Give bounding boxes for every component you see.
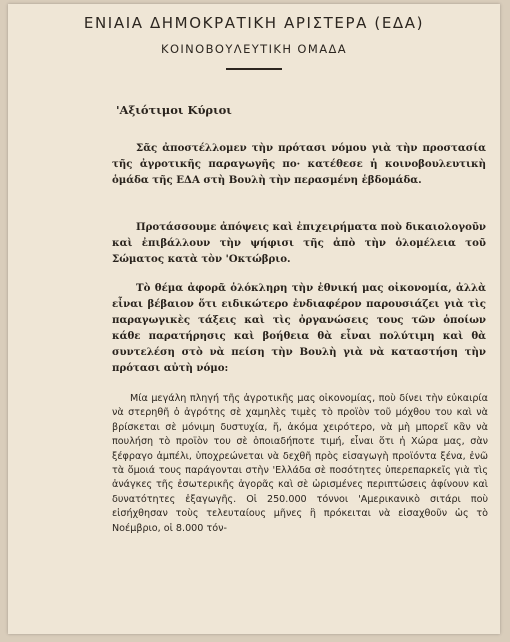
document-page (8, 4, 500, 634)
paragraph-body: Μία μεγάλη πληγή τῆς ἀγροτικῆς μας οἰκονομίας, ποὺ δίνει τὴν εὐκαιρία νὰ στερηθῆ ὁ ἀγρότης σὲ χαμηλὲς τιμὲς τὸ προϊὸν τοῦ μόχθου του καὶ νὰ βρίσκεται σὲ μόνιμη δυστυχία, ἤ, ἀκόμα χειρότερο, νὰ μὴ μπορεῖ κἂν νὰ πουλήση τὸ προϊὸν του σὲ ὁποιαδήποτε τιμή, εἶναι ὅτι ἡ Χώρα μας, σὰν ξέφραγο ἀμπέλι, ὑποχρεώνεται νὰ δεχθῆ πρὸς εἰσαγωγὴ προϊόντα ξένα, ἐνῶ τὰ ὅμοιά τους παράγονται στὴν 'Ελλάδα σὲ ποσότητες ὑπερεπαρκεῖς γιὰ τὶς ἀνάγκες τῆς ἐσωτερικῆς ἀγορᾶς καὶ σὲ ὡρισμένες περιπτώσεις ἀφίνουν καὶ δυνατότητες ἐξαγωγῆς. Οἱ 250.000 τόννοι 'Αμερικανικὸ σιτάρι ποὺ εἰσήχθησαν τοὺς τελευταίους μῆνες ἢ πρόκειται νὰ εἰσαχθοῦν ὡς τὸ Νοέμβριο, οἱ 8.000 τόν- (112, 393, 488, 534)
header-divider (226, 68, 282, 70)
parliamentary-group: ΚΟΙΝΟΒΟΥΛΕΥΤΙΚΗ ΟΜΑΔΑ (161, 42, 347, 56)
organization-name: ΕΝΙΑΙΑ ΔΗΜΟΚΡΑΤΙΚΗ ΑΡΙΣΤΕΡΑ (ΕΔΑ) (83, 14, 425, 32)
salutation: 'Αξιότιμοι Κύριοι (116, 103, 232, 117)
paragraph-arguments: Προτάσσουμε ἀπόψεις καὶ ἐπιχειρήματα ποὺ δικαιολογοῦν καὶ ἐπιβάλλουν τὴν ψήφισι τῆς ἀπὸ τὴν ὁλομέλεια τοῦ Σώματος κατὰ τὸν 'Οκτώβριο. (112, 221, 486, 265)
paragraph-intro: Σᾶς ἀποστέλλομεν τὴν πρότασι νόμου γιὰ τὴν προστασία τῆς ἀγροτικῆς παραγωγῆς πο· κατέθεσε ἡ κοινοβουλευτικὴ ὁμάδα τῆς ΕΔΑ στὴ Βουλὴ τὴν περασμένη ἑβδομάδα. (112, 142, 486, 186)
paragraph-economy: Τὸ θέμα ἀφορᾶ ὁλόκληρη τὴν ἐθνική μας οἰκονομία, ἀλλὰ εἶναι βέβαιον ὅτι ειδικώτερο ἐνδιαφέρον παρουσιάζει γιὰ τὶς παραγωγικὲς τάξεις καὶ τὶς ὀργανώσεις τους τῶν ὁποίων κάθε παρατήρησις καὶ βοήθεια θὰ εἶναι πολύτιμη καὶ θὰ συντελέση στὸ νὰ πείση τὴν Βουλὴ γιὰ νὰ καταστήση τὴν πρότασι αὐτὴ νόμο: (112, 282, 486, 374)
